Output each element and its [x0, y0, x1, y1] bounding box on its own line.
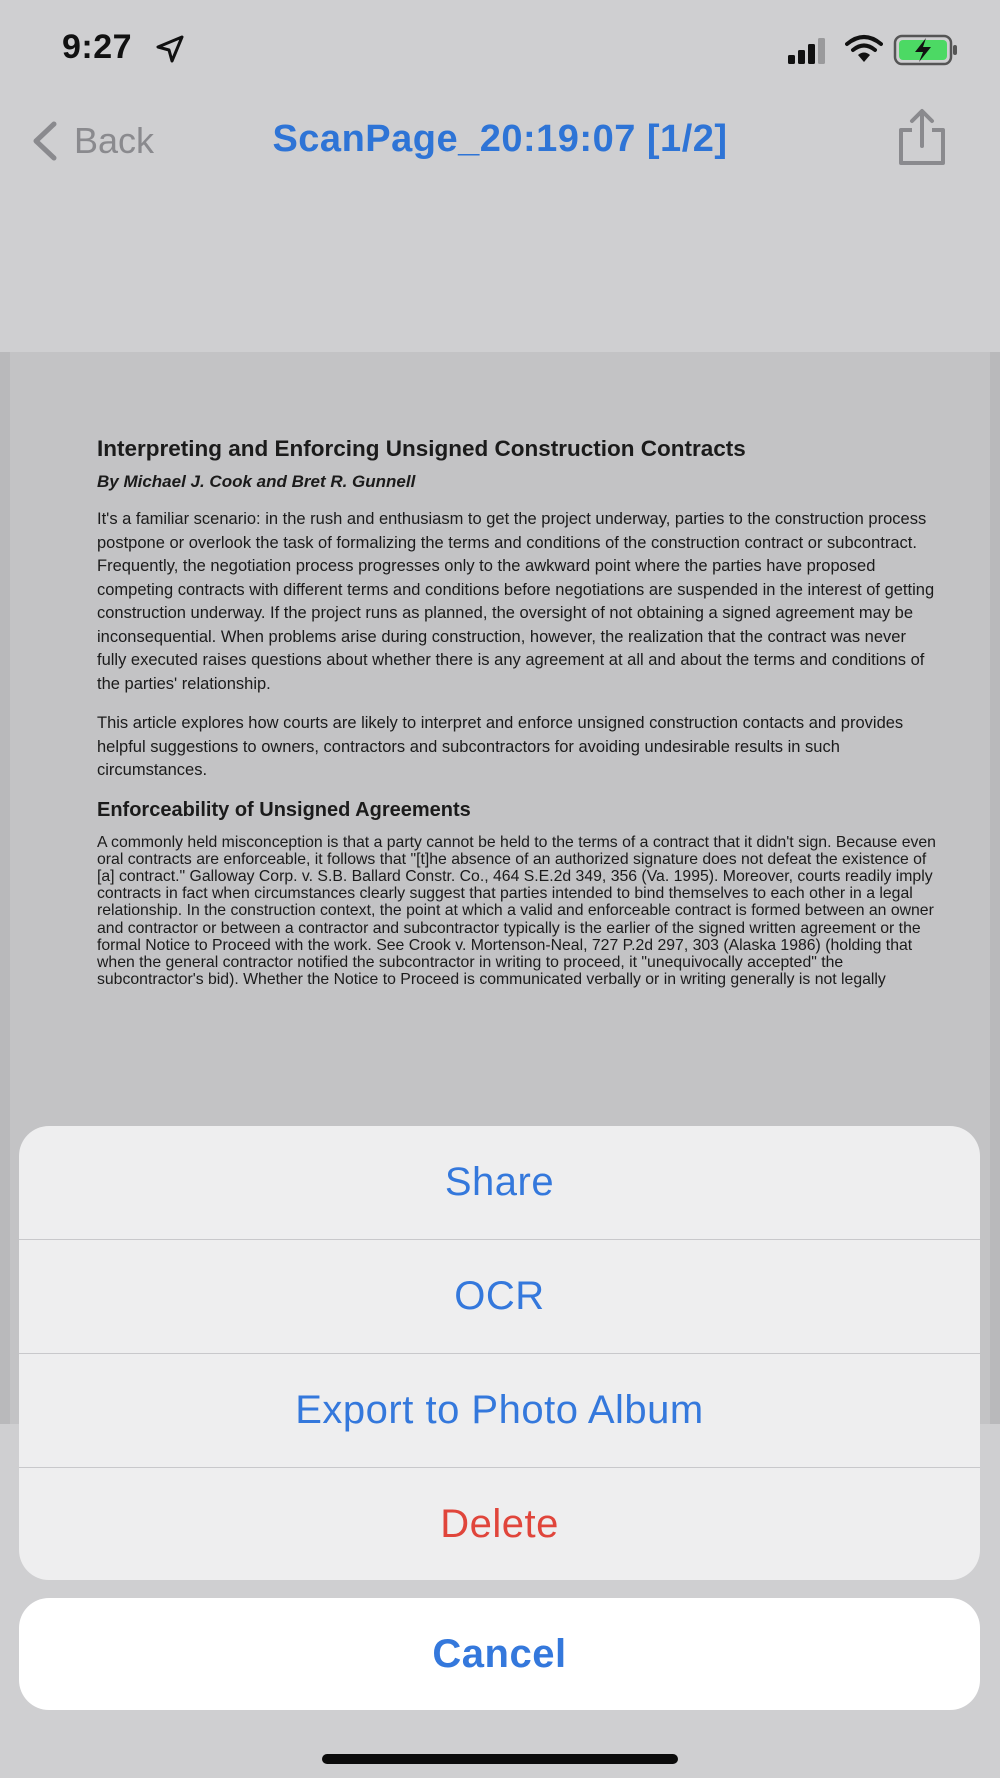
- document-content: [97, 436, 937, 988]
- document-paragraph: This article explores how courts are likely to interpret and enforce unsigned construction contacts and provides helpful suggestions to owners, contractors and subcontractors for avoiding undesirable results in such circumstances.: [97, 714, 904, 779]
- status-bar: [0, 0, 1000, 100]
- cancel-button[interactable]: Cancel: [19, 1598, 980, 1710]
- action-sheet: [19, 1126, 980, 1580]
- page-title: ScanPage_20:19:07 [1/2]: [272, 118, 728, 160]
- document-authors: By Michael J. Cook and Bret R. Gunnell: [97, 472, 416, 491]
- back-label: Back: [74, 120, 155, 161]
- document-title: Interpreting and Enforcing Unsigned Construction Contracts: [97, 436, 746, 461]
- delete-action-button[interactable]: Delete: [440, 1502, 559, 1546]
- share-action-button[interactable]: Share: [19, 1126, 980, 1240]
- battery-charging-icon: [893, 34, 959, 66]
- wifi-icon: [845, 34, 883, 64]
- document-paragraph: A commonly held misconception is that a party cannot be held to the terms of a contract that it didn't sign. Because even oral contracts are enforceable, it follows that "[t]he absence of an authorized signature does not defeat the existence of [a] contract." Galloway Corp. v. S.B. Ballard Constr. Co., 464 S.E.2d 349, 356 (Va. 1995). Moreover, courts readily imply contracts in fact when circumstances clearly suggest that parties intended to bind themselves to each other in a legal relationship. In the construction context, the point at which a valid and enforceable contract is formed between an owner and contractor or between a contractor and subcontractor typically is the earlier of the signed written agreement or the formal Notice to Proceed with the work. See Crook v. Mortenson-Neal, 727 P.2d 297, 303 (Alaska 1986) (holding that when the general contractor notified the subcontractor in writing to proceed, it "unequivocally accepted" the subcontractor's bid). Whether the Notice to Proceed is communicated verbally or in writing generally is not legally: [97, 833, 936, 989]
- home-indicator: [322, 1754, 678, 1764]
- export-to-photo-album-button[interactable]: Export to Photo Album: [19, 1354, 980, 1468]
- location-arrow-icon: [155, 34, 185, 64]
- cellular-signal-icon: [788, 38, 828, 64]
- status-time: 9:27: [62, 28, 133, 66]
- share-icon[interactable]: [896, 108, 948, 166]
- ocr-action-button[interactable]: OCR: [19, 1240, 980, 1354]
- navigation-bar: [0, 100, 1000, 180]
- document-paragraph: It's a familiar scenario: in the rush and enthusiasm to get the project underway, parties to the construction process postpone or overlook the task of formalizing the terms and conditions of the construction contract or subcontract. Frequently, the negotiation process progresses only to the awkward point where the parties have proposed competing contracts with different terms and conditions before negotiations are suspended in the interest of getting construction underway. If the project runs as planned, the oversight of not obtaining a signed agreement may be inconsequential. When problems arise during construction, however, the realization that the contract was never fully executed raises questions about whether there is any agreement at all and about the terms and conditions of the parties' relationship.: [97, 510, 935, 693]
- document-section-heading: Enforceability of Unsigned Agreements: [97, 798, 471, 821]
